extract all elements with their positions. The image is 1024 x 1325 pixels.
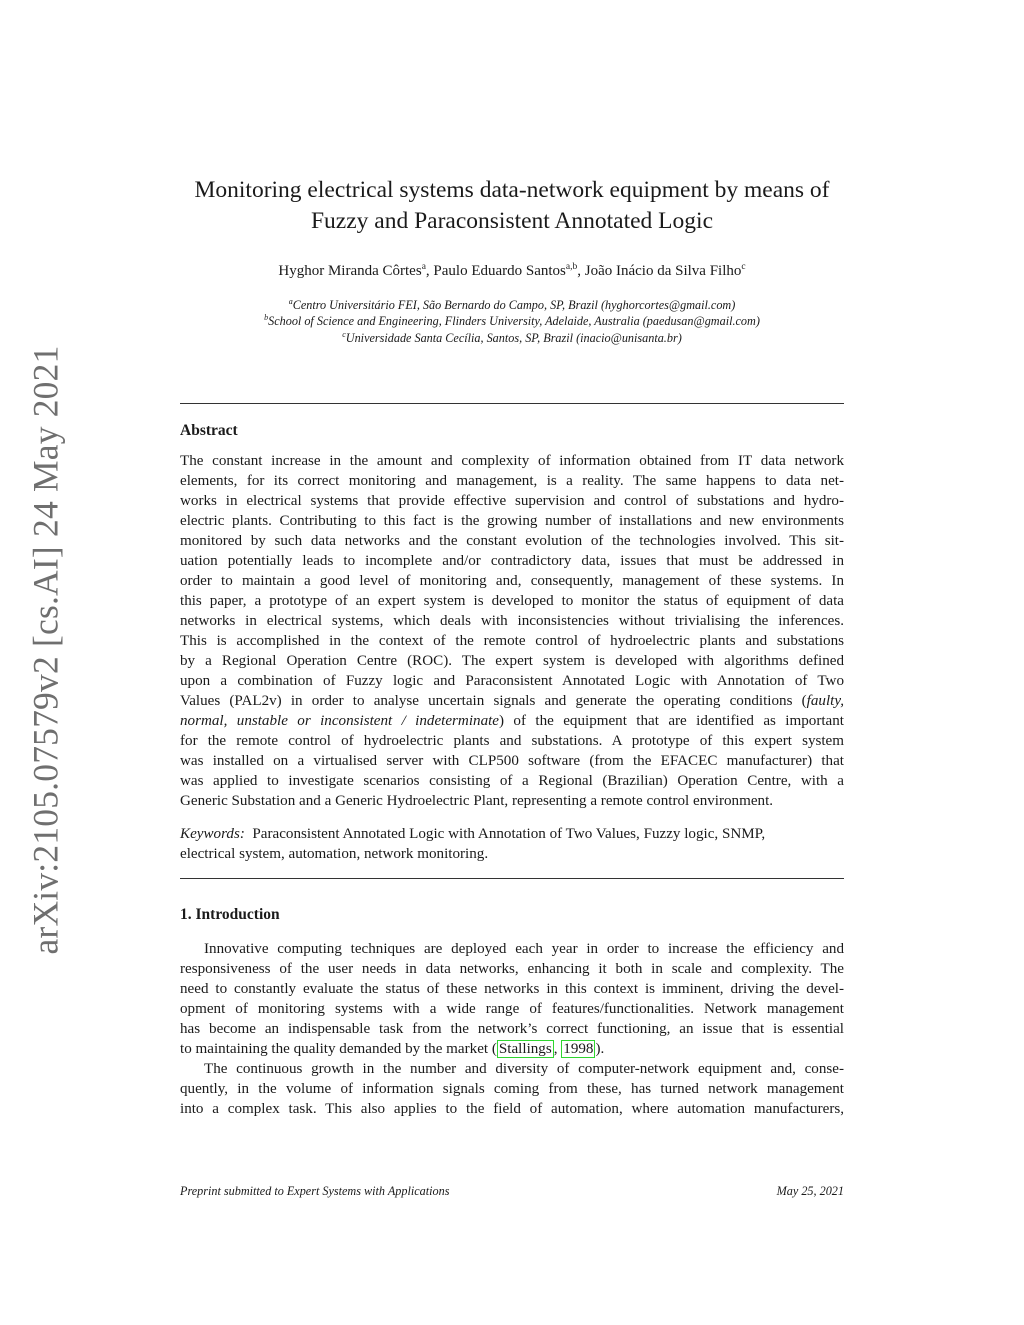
keywords bbox=[180, 824, 844, 864]
body-line bbox=[180, 1039, 844, 1059]
footer-journal: Preprint submitted to Expert Systems with Applications bbox=[180, 1184, 450, 1198]
body-line-text: ). bbox=[595, 1041, 605, 1057]
author-affil-mark: a,b bbox=[565, 262, 578, 272]
citation-link-author[interactable]: Stallings bbox=[498, 1041, 552, 1057]
affiliations bbox=[160, 297, 864, 346]
body-line: into a complex task. This also applies to the field of automation, where automation manufacturers, bbox=[180, 1101, 844, 1117]
abstract-line: This is accomplished in the context of the remote control of hydroelectric plants and substations bbox=[180, 633, 844, 649]
section-heading: 1. Introduction bbox=[180, 906, 280, 923]
abstract-line: upon a combination of Fuzzy logic and Paraconsistent Annotated Logic with Annotation of Two bbox=[180, 673, 844, 689]
author-affil-mark: c bbox=[741, 262, 746, 272]
abstract-line: order to maintain a good level of monitoring and, consequently, management of these systems. In bbox=[180, 573, 844, 589]
title-line-1: Monitoring electrical systems data-network equipment by means of bbox=[194, 177, 830, 203]
abstract-line-text: ) of the equipment that are identified as important bbox=[499, 713, 844, 729]
abstract-line: was applied to investigate scenarios consisting of a Regional (Brazilian) Operation Centre, with a bbox=[180, 773, 844, 789]
keywords-text: Paraconsistent Annotated Logic with Annotation of Two Values, Fuzzy logic, SNMP, bbox=[252, 826, 766, 842]
abstract-italic-text: faulty, bbox=[806, 693, 844, 709]
abstract-line: Generic Substation and a Generic Hydroelectric Plant, representing a remote control environment. bbox=[180, 793, 774, 809]
abstract-line: The constant increase in the amount and complexity of information obtained from IT data network bbox=[180, 453, 844, 469]
abstract-line-text: Values (PAL2v) in order to analyse uncertain signals and generate the operating conditions ( bbox=[180, 693, 807, 709]
page-footer bbox=[180, 1183, 844, 1199]
author-name: João Inácio da Silva Filho bbox=[584, 263, 742, 279]
title-line-2: Fuzzy and Paraconsistent Annotated Logic bbox=[310, 208, 713, 234]
abstract-line: was installed on a virtualised server with CLP500 software (from the EFACEC manufacturer) that bbox=[180, 753, 844, 769]
citation-link-year[interactable]: 1998 bbox=[563, 1041, 594, 1057]
abstract-text bbox=[180, 451, 844, 811]
abstract-line: works in electrical systems that provide effective supervision and control of substations and hydro- bbox=[180, 493, 844, 509]
affiliation-line bbox=[160, 297, 864, 313]
author-affil-mark: a bbox=[421, 262, 426, 272]
affiliation-line bbox=[160, 313, 864, 329]
arxiv-identifier: arXiv:2105.07579v2 [cs.AI] 24 May 2021 bbox=[26, 345, 67, 955]
author-name: Paulo Eduardo Santos bbox=[433, 263, 566, 279]
affiliation-mark: b bbox=[264, 313, 269, 323]
affiliation-line bbox=[160, 330, 864, 346]
abstract-bottom-rule bbox=[180, 878, 844, 879]
keywords-label: Keywords: bbox=[180, 826, 245, 842]
abstract-italic-text: normal, unstable or inconsistent / indeterminate bbox=[180, 713, 500, 729]
body-line: Innovative computing techniques are deployed each year in order to increase the efficiency and bbox=[204, 941, 844, 957]
abstract-line: uation potentially leads to incomplete and/or contradictory data, issues that must be addressed in bbox=[180, 553, 844, 569]
arxiv-side-stamp bbox=[22, 345, 70, 955]
abstract-line: electric plants. Contributing to this fact is the growing number of installations and new environments bbox=[180, 513, 844, 529]
affiliation-mark: a bbox=[288, 297, 293, 306]
body-line: need to constantly evaluate the status of these networks in this context is imminent, driving the devel- bbox=[180, 981, 844, 997]
keywords-line bbox=[180, 824, 844, 844]
abstract-line bbox=[180, 691, 844, 711]
body-line: The continuous growth in the number and diversity of computer-network equipment and, conse- bbox=[204, 1061, 844, 1077]
abstract-line: networks in electrical systems, which deals with inconsistencies without trivialising the inferences. bbox=[180, 613, 844, 629]
citation-separator: , bbox=[553, 1041, 562, 1057]
body-line: quently, in the volume of information signals coming from these, has turned network management bbox=[180, 1081, 844, 1097]
paper-title bbox=[160, 175, 864, 237]
body-line: opment of monitoring systems with a wide range of features/functionalities. Network management bbox=[180, 1001, 844, 1017]
abstract-line: this paper, a prototype of an expert system is developed to monitor the status of equipment of data bbox=[180, 593, 844, 609]
affiliation-mark: c bbox=[342, 329, 346, 339]
author-list: Hyghor Miranda Côrtes$^a$, Paulo Eduardo Santos$^{a,b}$, João Inácio da Silva Filho$^c$ bbox=[278, 262, 746, 279]
affiliation-text: Universidade Santa Cecília, Santos, SP, Brazil (inacio@unisanta.br) bbox=[345, 330, 682, 345]
abstract-heading: Abstract bbox=[180, 422, 238, 439]
abstract-line: by a Regional Operation Centre (ROC). The expert system is developed with algorithms defined bbox=[180, 653, 844, 669]
affiliation-text: School of Science and Engineering, Flinders University, Adelaide, Australia (paedusan@gmail.com) bbox=[268, 314, 760, 329]
body-line: responsiveness of the user needs in data networks, enhancing it both in scale and complexity. The bbox=[180, 961, 844, 977]
body-line: has become an indispensable task from the network’s correct functioning, an issue that is essential bbox=[180, 1021, 844, 1037]
abstract-line: for the remote control of hydroelectric plants and substations. A prototype of this expert system bbox=[180, 733, 844, 749]
body-line-text: to maintaining the quality demanded by the market ( bbox=[180, 1041, 497, 1057]
affiliation-text: Centro Universitário FEI, São Bernardo do Campo, SP, Brazil (hyghorcortes@gmail.com) bbox=[292, 298, 736, 312]
introduction-text bbox=[180, 939, 844, 1119]
keywords-line: electrical system, automation, network monitoring. bbox=[180, 846, 489, 862]
abstract-top-rule bbox=[180, 403, 844, 404]
abstract-line: monitored by such data networks and the constant evolution of the technologies involved. This sit- bbox=[180, 533, 844, 549]
abstract-line bbox=[180, 711, 844, 731]
abstract-line: elements, for its correct monitoring and management, is a reality. The same happens to data net- bbox=[180, 473, 844, 489]
footer-date: May 25, 2021 bbox=[776, 1184, 844, 1198]
author-name: Hyghor Miranda Côrtes bbox=[278, 263, 422, 279]
